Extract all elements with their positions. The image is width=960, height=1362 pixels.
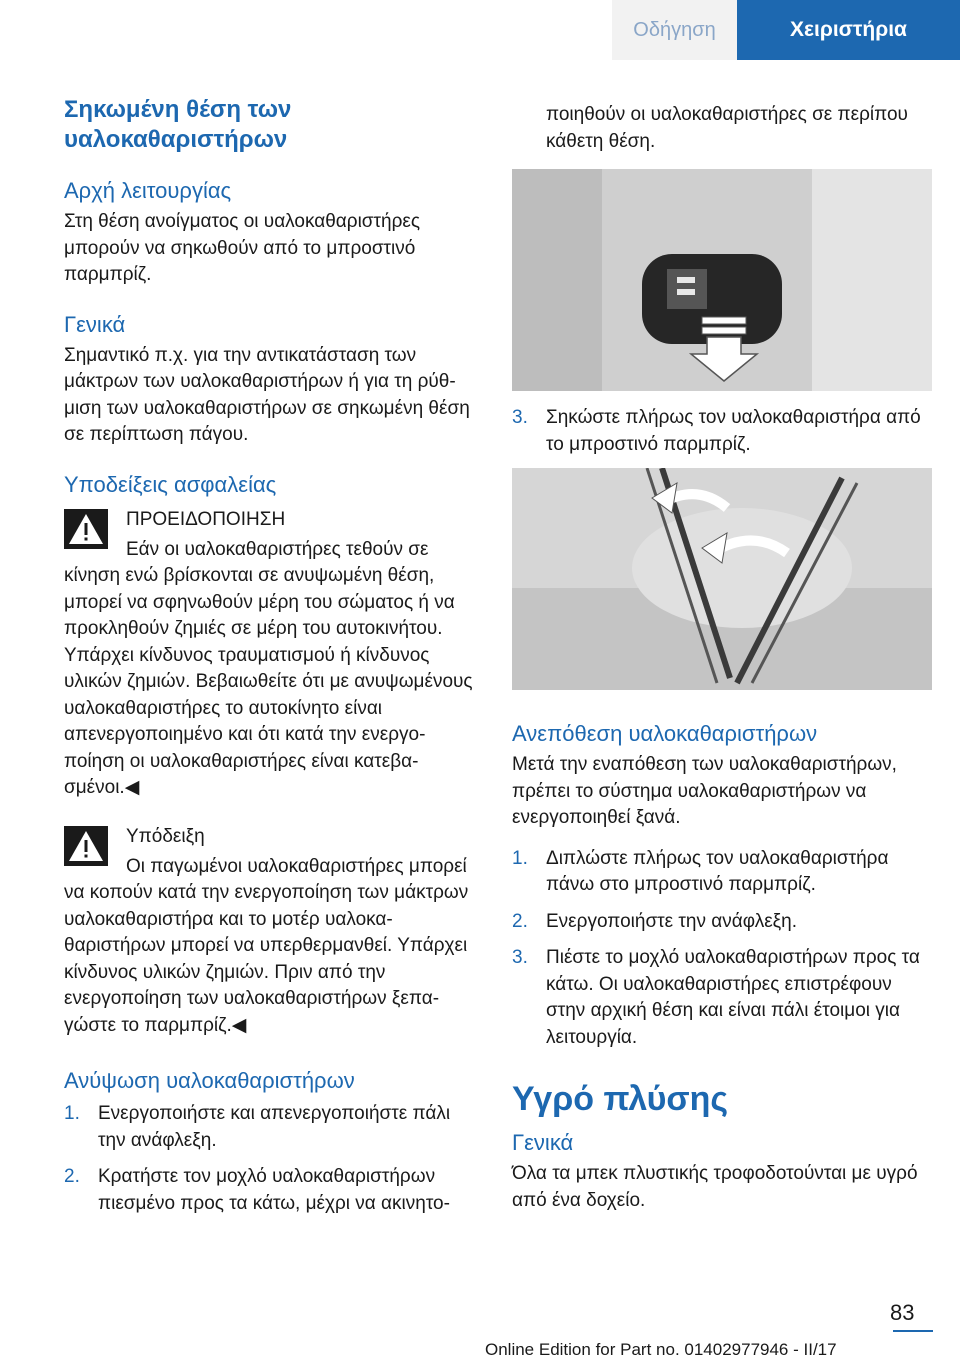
notice-heading: Υπόδειξη [126, 825, 205, 847]
subheading-lower-wipers: Ανεπόθεση υαλοκαθαριστήρων [512, 721, 818, 746]
notice-text: Οι παγωμένοι υαλοκαθαριστήρες μπορεί να κοπούν κατά την ενεργοποίηση των μάκτρων υαλοκαθαριστήρα και το μοτέρ υαλοκαθαριστήρων μπορεί να υπερθερμανθεί. Υπάρχει κίνδυνος υλικών ζημιών. Πριν από την ενεργοποίηση των υαλοκαθαριστήρων ξεπαγώστε το παρμπρίζ.◀ [64, 855, 469, 1036]
subheading-safety: Υποδείξεις ασφαλείας [64, 471, 277, 497]
wiper-raised-illustration [512, 468, 932, 690]
washer-fluid-text: Όλα τα μπεκ πλυστικής τροφοδοτούνται με υγρό από ένα δοχείο. [512, 1163, 918, 1211]
list-item: 3. Πιέστε το μοχλό υαλοκαθαριστήρων προς τα κάτω. Οι υαλοκαθαριστήρες επιστρέφουν στην αρχική θέση και είναι πάλι έτοιμοι για λειτουργία. [512, 947, 920, 1048]
lower-steps-list [512, 846, 932, 1052]
wiper-lever-illustration [512, 169, 932, 391]
subheading-raise-wipers: Ανύψωση υαλοκαθαριστήρων [64, 1068, 355, 1093]
list-item: 1. Διπλώστε πλήρως τον υαλοκαθαριστήρα πάνω στο μπροστινό παρμπρίζ. [512, 847, 889, 895]
warning-block [64, 507, 476, 802]
notice-block [64, 824, 476, 1040]
continued-step-text: ποιηθούν οι υαλοκαθαριστήρες σε περίπου κάθετη θέση. [546, 104, 908, 152]
wiper-lever-image [512, 169, 932, 391]
wiper-raised-image [512, 468, 932, 690]
warning-triangle-icon [64, 509, 108, 549]
warning-text: Εάν οι υαλοκαθαριστήρες τεθούν σε κίνηση ενώ βρίσκονται σε ανυψωμένη θέση, μπορεί να σφηνωθούν μέρη του σώματος ή να προκληθούν ζημιές σε μέρη του αυτοκινήτου. Υπάρχει κίνδυνος τραυματισμού ή κίνδυνος υλικών ζημιών. Βεβαιωθείτε ότι με ανυψωμένους υαλοκαθαριστήρες το αυτοκίνητο είναι απενεργοποιημένο και ότι κατά την ενεργοποίηση οι υαλοκαθαριστήρες είναι κατεβασμένοι.◀ [64, 538, 473, 798]
left-column [64, 95, 476, 1227]
principle-text: Στη θέση ανοίγματος οι υαλοκαθαριστήρες μπορούν να σηκωθούν από το μπροστινό παρμπρίζ. [64, 211, 421, 285]
lower-text: Μετά την εναπόθεση των υαλοκαθαριστήρων, πρέπει το σύστημα υαλοκαθαριστήρων να ενεργοποιηθεί ξανά. [512, 754, 897, 828]
list-item: 1. Ενεργοποιήστε και απενεργοποιήστε πάλι την ανάφλεξη. [64, 1103, 451, 1151]
lift-step-list [512, 405, 932, 458]
tab-driving[interactable]: Οδήγηση [612, 0, 737, 60]
list-item: 2. Ενεργοποιήστε την ανάφλεξη. [512, 910, 798, 932]
subheading-general-fluid: Γενικά [512, 1130, 574, 1155]
section-title-raised-wipers: Σηκωμένη θέση των υαλοκαθαριστήρων [64, 96, 292, 153]
section-title-washer-fluid: Υγρό πλύσης [512, 1080, 729, 1118]
general-text: Σημαντικό π.χ. για την αντικατάσταση των μάκτρων των υαλοκαθαριστήρων ή για τη ρύθμιση των υαλοκαθαριστήρων σε σηκωμένη θέση σε περίπτωση πάγου. [64, 344, 470, 445]
subheading-principle: Αρχή λειτουργίας [64, 178, 232, 203]
right-column [512, 100, 932, 1214]
page-number: 83 [890, 1300, 915, 1325]
raise-steps-list [64, 1101, 476, 1217]
page-rule [893, 1330, 933, 1332]
tab-controls[interactable]: Χειριστήρια [737, 0, 960, 60]
warning-heading: ΠΡΟΕΙΔΟΠΟΙΗΣΗ [126, 508, 286, 530]
list-item: 2. Κρατήστε τον μοχλό υαλοκαθαριστήρων πιεσμένο προς τα κάτω, μέχρι να ακινητο- [64, 1166, 450, 1214]
notice-triangle-icon [64, 826, 108, 866]
subheading-general: Γενικά [64, 311, 126, 337]
edition-footer: Online Edition for Part no. 01402977946 - II/17 [485, 1340, 837, 1359]
list-item: 3. Σηκώστε πλήρως τον υαλοκαθαριστήρα από το μπροστινό παρμπρίζ. [512, 407, 921, 455]
